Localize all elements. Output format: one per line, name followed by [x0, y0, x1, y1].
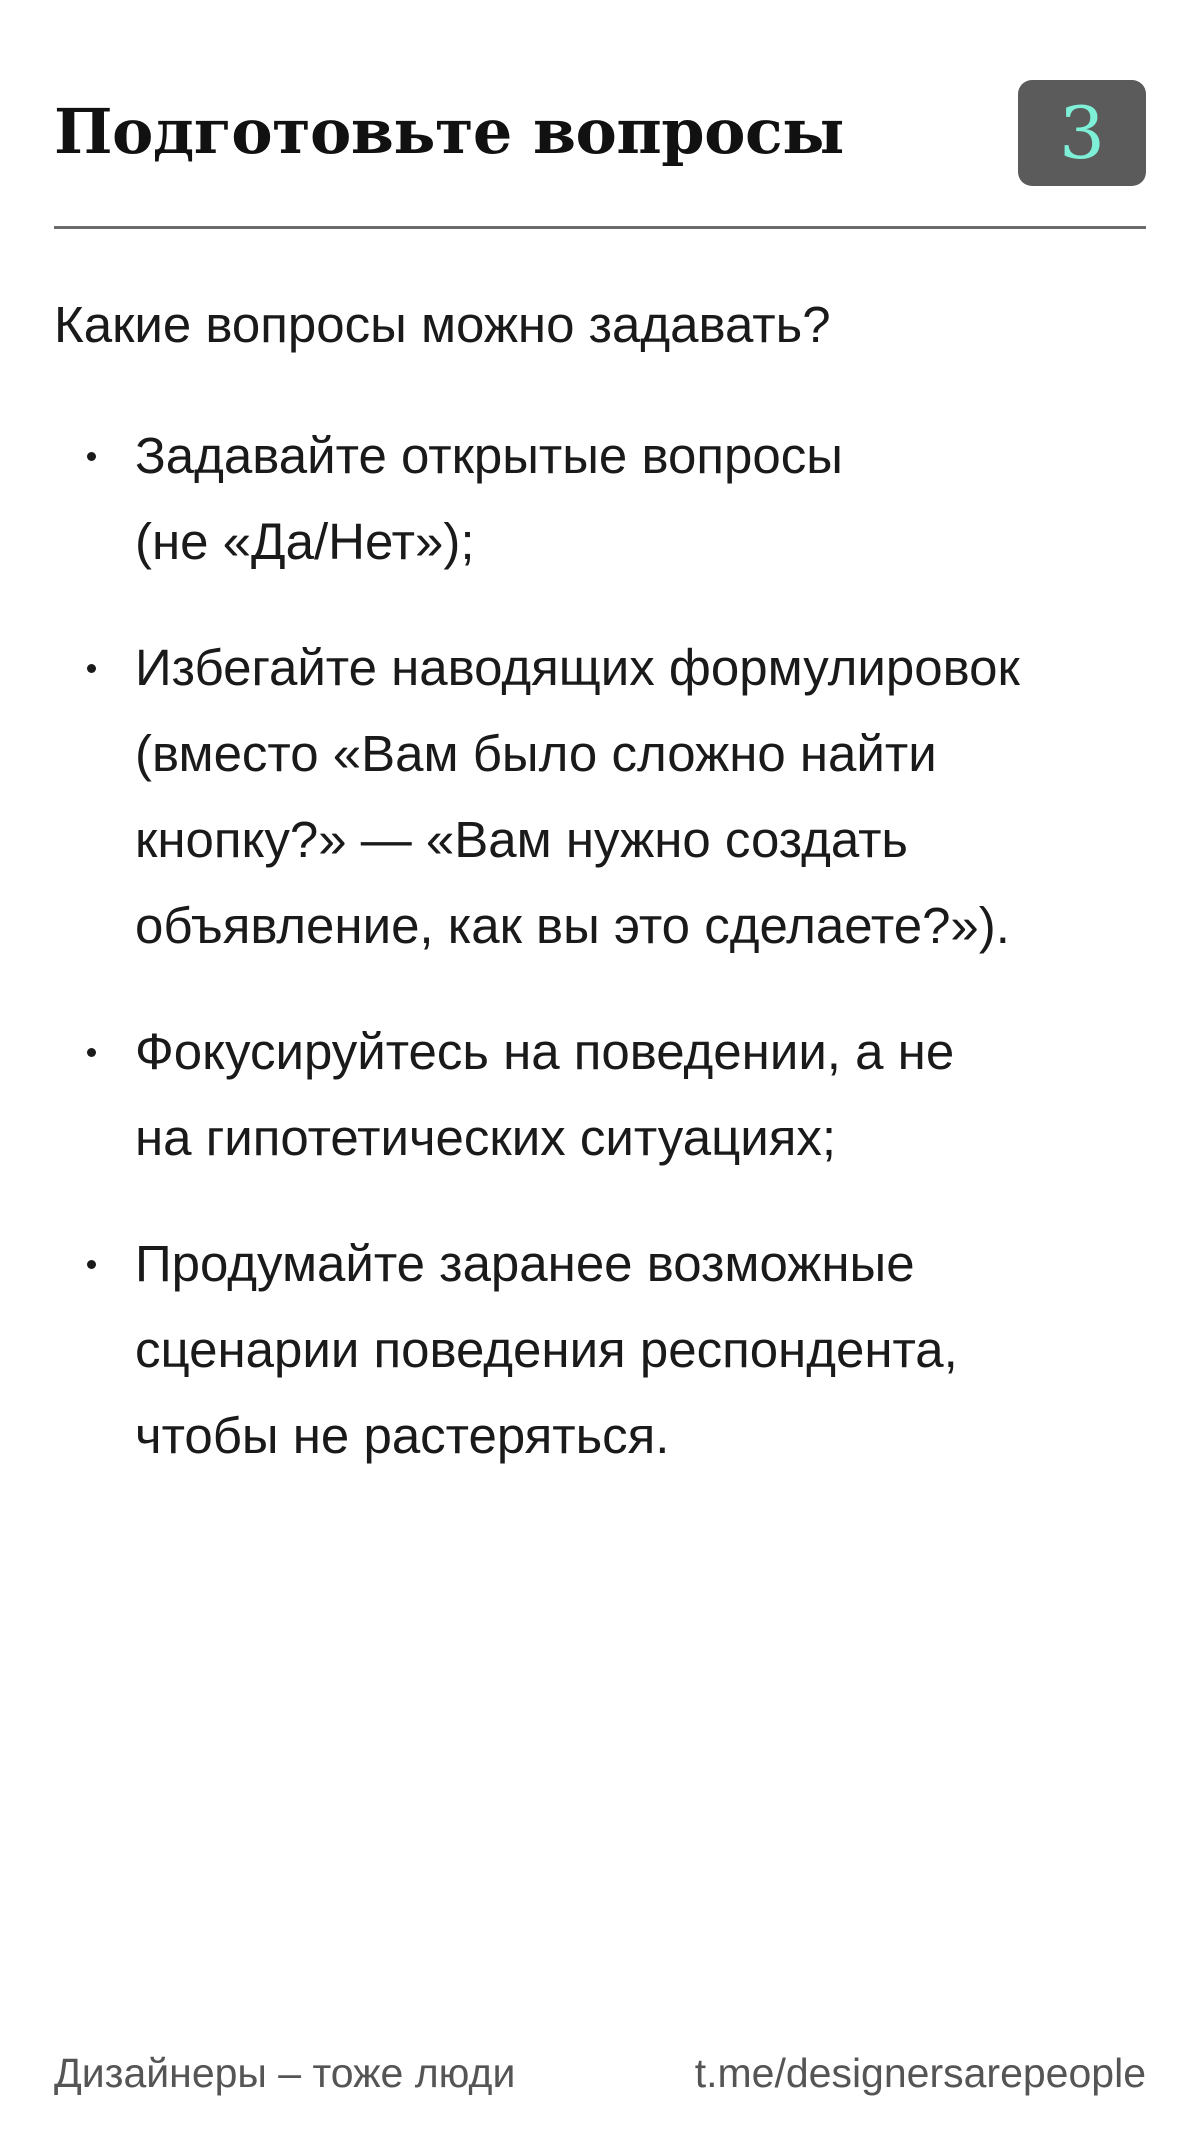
bullet-icon [87, 664, 96, 673]
bullet-icon [87, 1048, 96, 1057]
channel-link[interactable]: t.me/designersarepeople [694, 2050, 1146, 2096]
slide-footer [54, 2043, 1146, 2103]
bullet-icon [87, 1260, 96, 1269]
bullet-text-line: Задавайте открытые вопросы [135, 427, 843, 484]
bullet-text-line: на гипотетических ситуациях; [135, 1109, 837, 1166]
bullet-text-line: Избегайте наводящих формулировок [135, 639, 1020, 696]
bullet-text-line: кнопку?» — «Вам нужно создать [135, 811, 908, 868]
bullet-text-line: (не «Да/Нет»); [135, 513, 475, 570]
channel-name: Дизайнеры – тоже люди [54, 2050, 516, 2096]
list-item [54, 413, 1146, 585]
list-item [54, 625, 1146, 969]
bullet-text-line: сценарии поведения респондента, [135, 1321, 958, 1378]
slide-header [54, 76, 1146, 186]
bullet-text-line: чтобы не растеряться. [135, 1407, 670, 1464]
page-title: Подготовьте вопросы [54, 95, 844, 168]
bullet-text-line: Фокусируйтесь на поведении, а не [135, 1023, 955, 1080]
page-number-badge: 3 [1018, 80, 1146, 186]
bullet-text-line: объявление, как вы это сделаете?»). [135, 897, 1010, 954]
bullet-text-line: Продумайте заранее возможные [135, 1235, 915, 1292]
header-divider [54, 226, 1146, 229]
bullet-icon [87, 452, 96, 461]
bullet-text-line: (вместо «Вам было сложно найти [135, 725, 937, 782]
section-subtitle: Какие вопросы можно задавать? [54, 296, 831, 353]
list-item [54, 1221, 1146, 1479]
bullet-list [54, 413, 1146, 1519]
list-item [54, 1009, 1146, 1181]
